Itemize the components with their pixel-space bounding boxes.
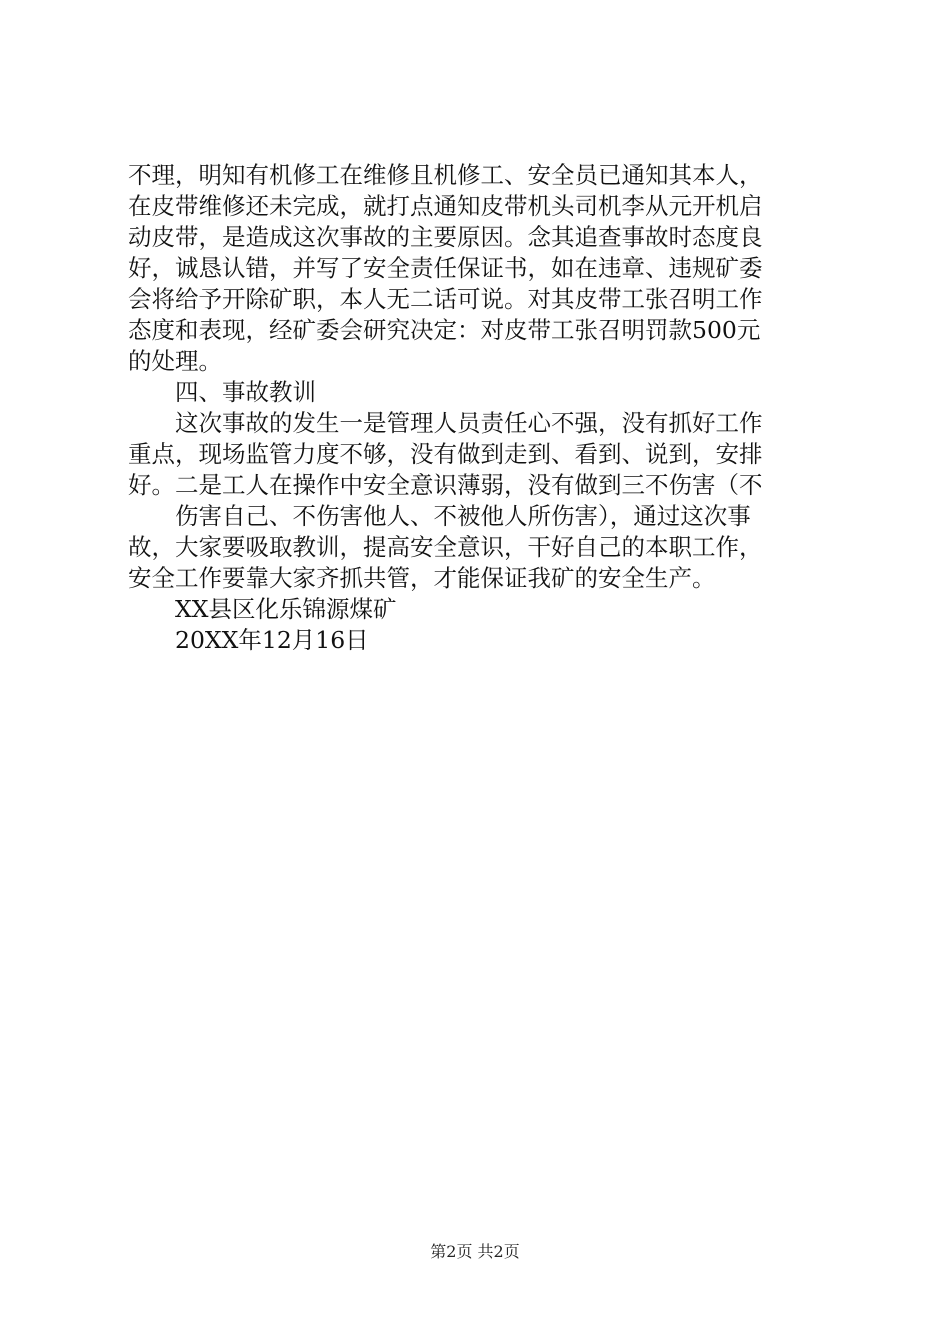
paragraph-2-line-6: 安全工作要靠大家齐抓共管，才能保证我矿的安全生产。 (128, 564, 716, 592)
paragraph-1-line-1: 不理，明知有机修工在维修且机修工、安全员已通知其本人， (128, 161, 763, 189)
paragraph-2-line-4: 伤害自己、不伤害他人、不被他人所伤害），通过这次事 (175, 502, 751, 530)
document-body (128, 160, 828, 656)
page-number-footer: 第2页 共2页 (430, 1242, 520, 1261)
paragraph-2-line-5: 故，大家要吸取教训，提高安全意识，干好自己的本职工作， (128, 533, 763, 561)
signature-organization: XX县区化乐锦源煤矿 (175, 595, 397, 623)
paragraph-1-line-6: 态度和表现，经矿委会研究决定：对皮带工张召明罚款500元 (128, 316, 761, 344)
paragraph-1-line-4: 好，诚恳认错，并写了安全责任保证书，如在违章、违规矿委 (128, 254, 763, 282)
paragraph-1-line-3: 动皮带，是造成这次事故的主要原因。念其追查事故时态度良 (128, 223, 763, 251)
section-heading: 四、事故教训 (175, 378, 316, 406)
signature-date: 20XX年12月16日 (175, 626, 369, 654)
paragraph-1-line-5: 会将给予开除矿职，本人无二话可说。对其皮带工张召明工作 (128, 285, 763, 313)
paragraph-2-line-2: 重点，现场监管力度不够，没有做到走到、看到、说到，安排 (128, 440, 763, 468)
paragraph-1-line-7: 的处理。 (128, 347, 222, 375)
paragraph-2-line-1: 这次事故的发生一是管理人员责任心不强，没有抓好工作 (175, 409, 763, 437)
paragraph-1-line-2: 在皮带维修还未完成，就打点通知皮带机头司机李从元开机启 (128, 192, 763, 220)
paragraph-2-line-3: 好。二是工人在操作中安全意识薄弱，没有做到三不伤害（不 (128, 471, 763, 499)
